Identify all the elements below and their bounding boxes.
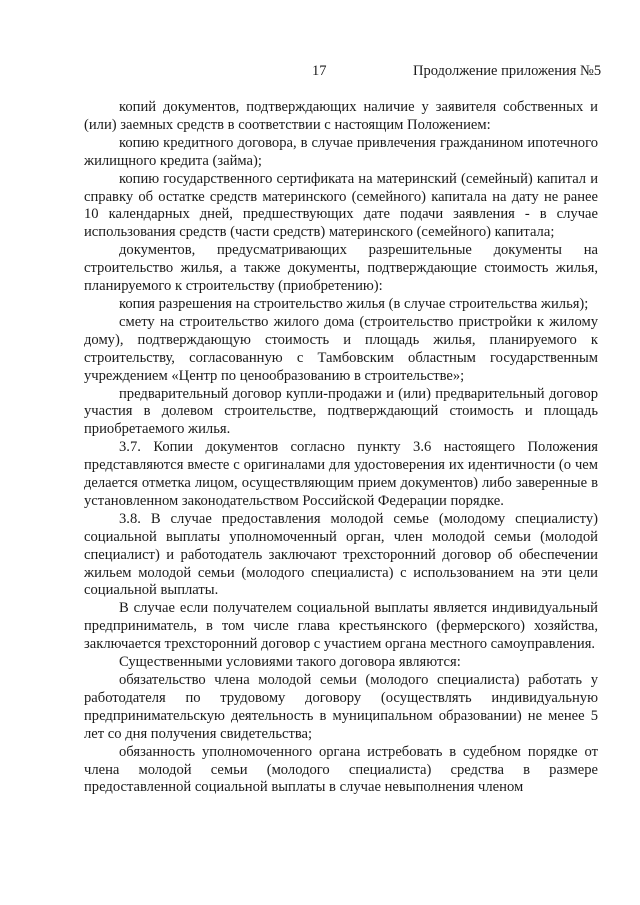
paragraph: документов, предусматривающих разрешительные документы на строительство жилья, а также документы, подтверждающие стоимость жилья, планируемого к строительству (приобретению): [84, 242, 598, 295]
section-3-8: 3.8. В случае предоставления молодой семье (молодому специалисту) социальной выплаты уполномоченный орган, член молодой семьи (молодой специалист) и работодатель заключают трехсторонний договор об обеспечении жильем молодой семьи (молодого специалиста) с использованием на эти цели социальной выплаты. [84, 510, 598, 599]
appendix-continuation-label: Продолжение приложения №5 [413, 63, 602, 79]
paragraph: обязательство члена молодой семьи (молодого специалиста) работать у работодателя по трудовому договору (осуществлять индивидуальную предпринимательскую деятельность в муниципальном образовании) не менее 5 лет со дня получения свидетельства; [84, 672, 598, 742]
paragraph: обязанность уполномоченного органа истребовать в судебном порядке от члена молодой семьи (молодого специалиста) средства в размере предоставленной социальной выплаты в случае невыполнения членом [84, 743, 598, 796]
paragraph: Существенными условиями такого договора являются: [119, 654, 461, 671]
document-body [84, 99, 598, 797]
paragraph: копию государственного сертификата на материнский (семейный) капитал и справку об остатке средств материнского (семейного) капитала на дату не ранее 10 календарных дней, предшествующих дате подачи заявления - в случае использования средств (части средств) материнского (семейного) капитала; [84, 170, 598, 241]
paragraph: В случае если получателем социальной выплаты является индивидуальный предприниматель, в том числе глава крестьянского (фермерского) хозяйства, заключается трехсторонний договор с участием органа местного самоуправления. [84, 600, 598, 653]
paragraph: предварительный договор купли-продажи и (или) предварительный договор участия в долевом строительстве, подтверждающий стоимость и площадь приобретаемого жилья. [84, 385, 598, 438]
paragraph: копия разрешения на строительство жилья (в случае строительства жилья); [119, 295, 589, 312]
paragraph: копию кредитного договора, в случае привлечения гражданином ипотечного жилищного кредита (займа); [84, 134, 598, 169]
section-3-7: 3.7. Копии документов согласно пункту 3.6 настоящего Положения представляются вместе с оригиналами для удостоверения их идентичности (о чем делается отметка лицом, осуществляющим прием документов) либо заверенные в установленном законодательством Российской Федерации порядке. [84, 439, 598, 509]
paragraph: копий документов, подтверждающих наличие у заявителя собственных и (или) заемных средств в соответствии с настоящим Положением: [84, 99, 598, 133]
page-number: 17 [312, 63, 327, 79]
paragraph: смету на строительство жилого дома (строительство пристройки к жилому дому), подтверждающую стоимость и площадь жилья, планируемого к строительству, согласованную с Тамбовским областным государственным учреждением «Центр по ценообразованию в строительстве»; [84, 313, 598, 384]
